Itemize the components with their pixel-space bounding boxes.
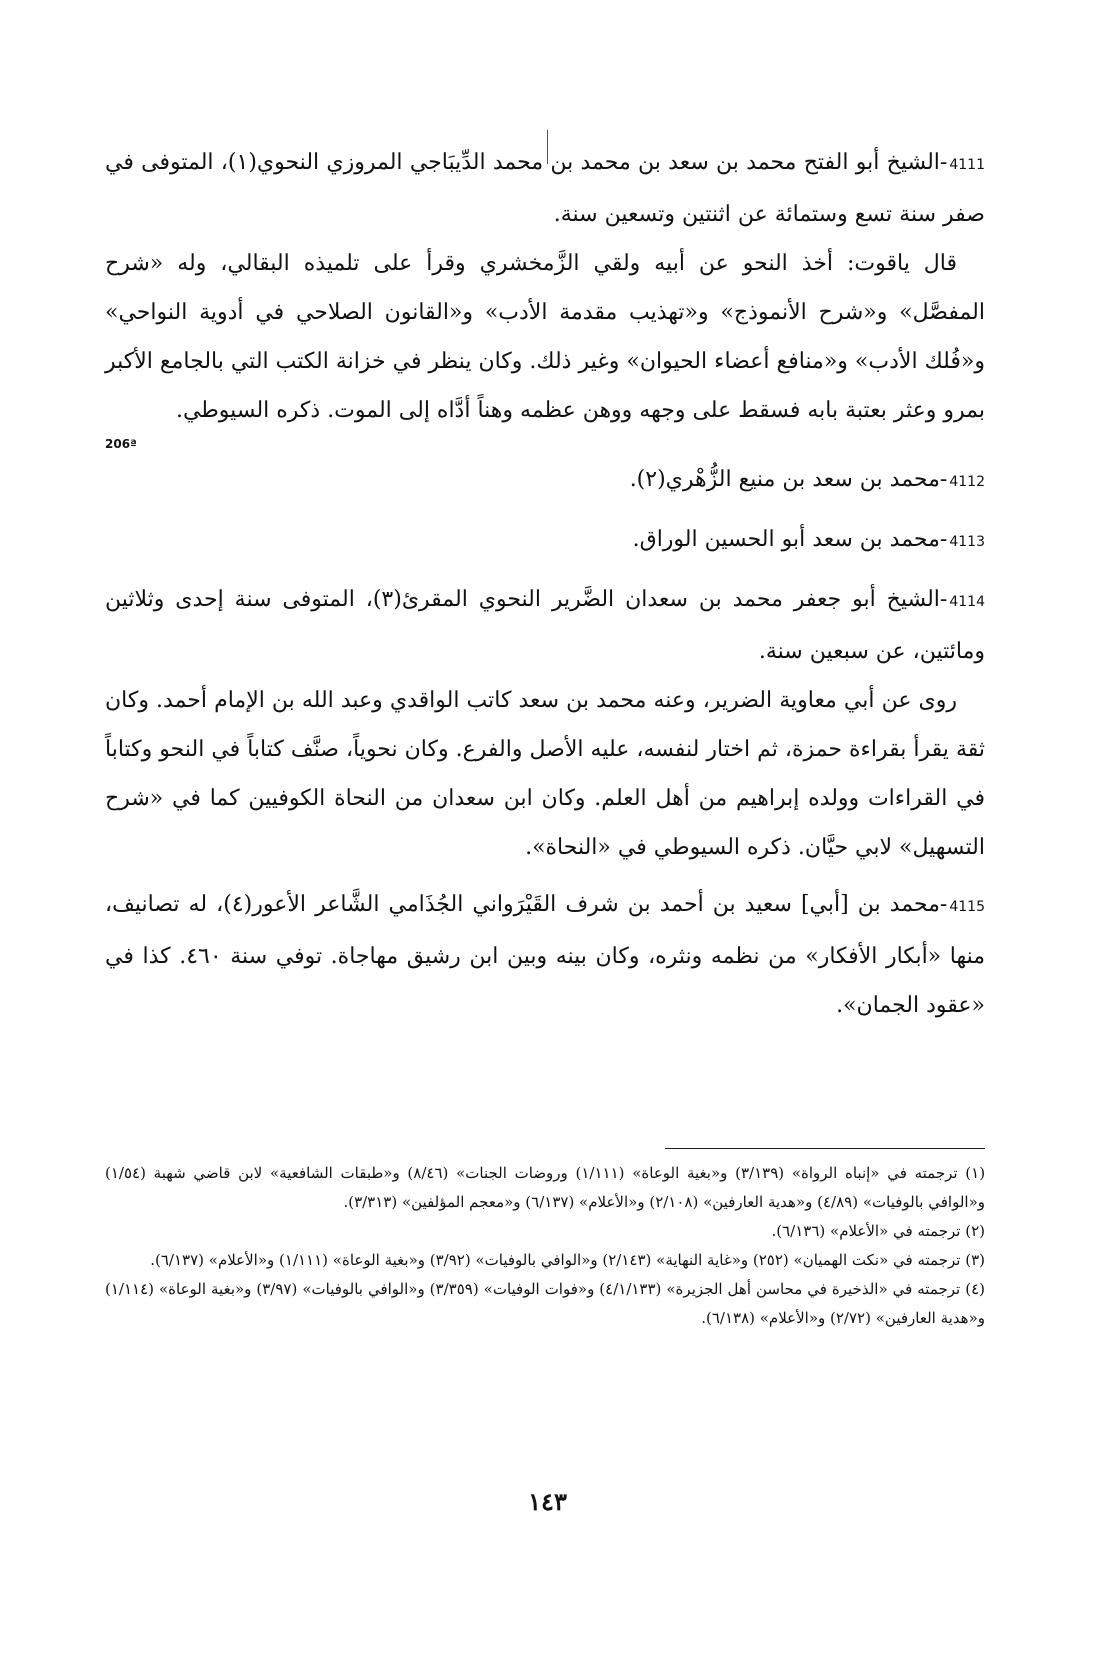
footnote-1: (١) ترجمته في «إنباه الرواة» (٣/١٣٩) و«بغية الوعاة» (١/١١١) وروضات الجنات» (٨/٤٦) و«طبقات الشافعية» لابن قاضي شهبة (١/٥٤) و«الوافي بالوفيات» (٤/٨٩) و«هدية العارفين» (٢/١٠٨) و«الأعلام» (٦/١٣٧) و«معجم المؤلفين» (٣/٣١٣). — [105, 1164, 986, 1211]
marginal-folio-note: 206ª — [105, 437, 137, 451]
entry-heading-text: محمد بن سعد أبو الحسين الوراق. — [632, 527, 940, 552]
entry-number: 4111 — [949, 157, 985, 173]
entry-heading-text: الشيخ أبو جعفر محمد بن سعدان الضَّرير النحوي المقرئ(٣)، المتوفى سنة إحدى وثلاثين ومائتين، عن سبعين سنة. — [105, 587, 985, 664]
entry-heading-text: محمد بن [أبي] سعيد بن أحمد بن شرف القَيْرَواني الجُذَامي الشَّاعر الأعور(٤)، له تصانيف، منها «أبكار الأفكار» من نظمه ونثره، وكان بينه وبين ابن رشيق مهاجاة. توفي سنة ٤٦٠. كذا في «عقود الجمان». — [105, 892, 986, 1018]
entry-heading: 4113-محمد بن سعد أبو الحسين الوراق. — [632, 527, 985, 552]
entry-heading-text: الشيخ أبو الفتح محمد بن سعد بن محمد بن محمد الدِّيبَاجي المروزي النحوي(١)، المتوفى في صفر سنة تسع وستمائة عن اثنتين وتسعين سنة. — [105, 150, 985, 227]
entry-heading: 4115-محمد بن [أبي] سعيد بن أحمد بن شرف القَيْرَواني الجُذَامي الشَّاعر الأعور(٤)، له تصانيف، منها «أبكار الأفكار» من نظمه ونثره، وكان بينه وبين ابن رشيق مهاجاة. توفي سنة ٤٦٠. كذا في «عقود الجمان». — [105, 892, 986, 1018]
footnote-3: (٣) ترجمته في «نكت الهميان» (٢٥٢) و«غاية النهاية» (٢/١٤٣) و«الوافي بالوفيات» (٣/٩٢) و«بغية الوعاة» (١/١١١) و«الأعلام» (٦/١٣٧). — [150, 1251, 985, 1269]
footnote-2: (٢) ترجمته في «الأعلام» (٦/١٣٦). — [771, 1222, 985, 1240]
footnotes — [105, 1148, 985, 1333]
footnote-4: (٤) ترجمته في «الذخيرة في محاسن أهل الجزيرة» (٤/١/١٣٣) و«فوات الوفيات» (٣/٣٥٩) و«الوافي بالوفيات» (٣/٩٧) و«بغية الوعاة» (١/١١٤) و«هدية العارفين» (٢/٧٢) و«الأعلام» (٦/١٣٨). — [105, 1280, 985, 1327]
entry-heading: 4112-محمد بن سعد بن منيع الزُّهْري(٢). — [629, 467, 985, 492]
entry-4115 — [105, 880, 985, 1030]
entry-number: 4114 — [949, 594, 985, 610]
entry-heading-text: محمد بن سعد بن منيع الزُّهْري(٢). — [629, 467, 940, 492]
entry-number: 4112 — [949, 474, 985, 490]
main-text — [105, 138, 985, 1038]
entry-number: 4113 — [949, 534, 985, 550]
entry-body: روى عن أبي معاوية الضرير، وعنه محمد بن سعد كاتب الواقدي وعبد الله بن الإمام أحمد. وكان ثقة يقرأ بقراءة حمزة، ثم اختار لنفسه، عليه الأصل والفرع. وكان نحوياً، صنَّف كتاباً في النحو وكتاباً في القراءات وولده إبراهيم من أهل العلم. وكان ابن سعدان من النحاة الكوفيين كما في «شرح التسهيل» لابي حيَّان. ذكره السيوطي في «النحاة». — [105, 688, 985, 860]
entry-4113 — [105, 515, 985, 567]
footnote-separator — [665, 1148, 985, 1149]
entry-number: 4115 — [949, 899, 985, 915]
page-number: ١٤٣ — [528, 1487, 567, 1516]
entry-4111 — [105, 138, 985, 435]
entry-heading: 4111-الشيخ أبو الفتح محمد بن سعد بن محمد بن محمد الدِّيبَاجي المروزي النحوي(١)، المتوفى في صفر سنة تسع وستمائة عن اثنتين وتسعين سنة. — [105, 150, 985, 227]
entry-body: قال ياقوت: أخذ النحو عن أبيه ولقي الزَّمخشري وقرأ على تلميذه البقالي، وله «شرح المفصَّل» و«شرح الأنموذج» و«تهذيب مقدمة الأدب» و«القانون الصلاحي في أدوية النواحي» و«فُلك الأدب» و«منافع أعضاء الحيوان» وغير ذلك. وكان ينظر في خزانة الكتب التي بالجامع الأكبر بمرو وعثر بعتبة بابه فسقط على وجهه ووهن عظمه وهناً أدَّاه إلى الموت. ذكره السيوطي. — [105, 251, 985, 423]
entry-4114 — [105, 575, 985, 872]
entry-heading: 4114-الشيخ أبو جعفر محمد بن سعدان الضَّرير النحوي المقرئ(٣)، المتوفى سنة إحدى وثلاثين ومائتين، عن سبعين سنة. — [105, 587, 985, 664]
entry-4112 — [105, 455, 985, 507]
